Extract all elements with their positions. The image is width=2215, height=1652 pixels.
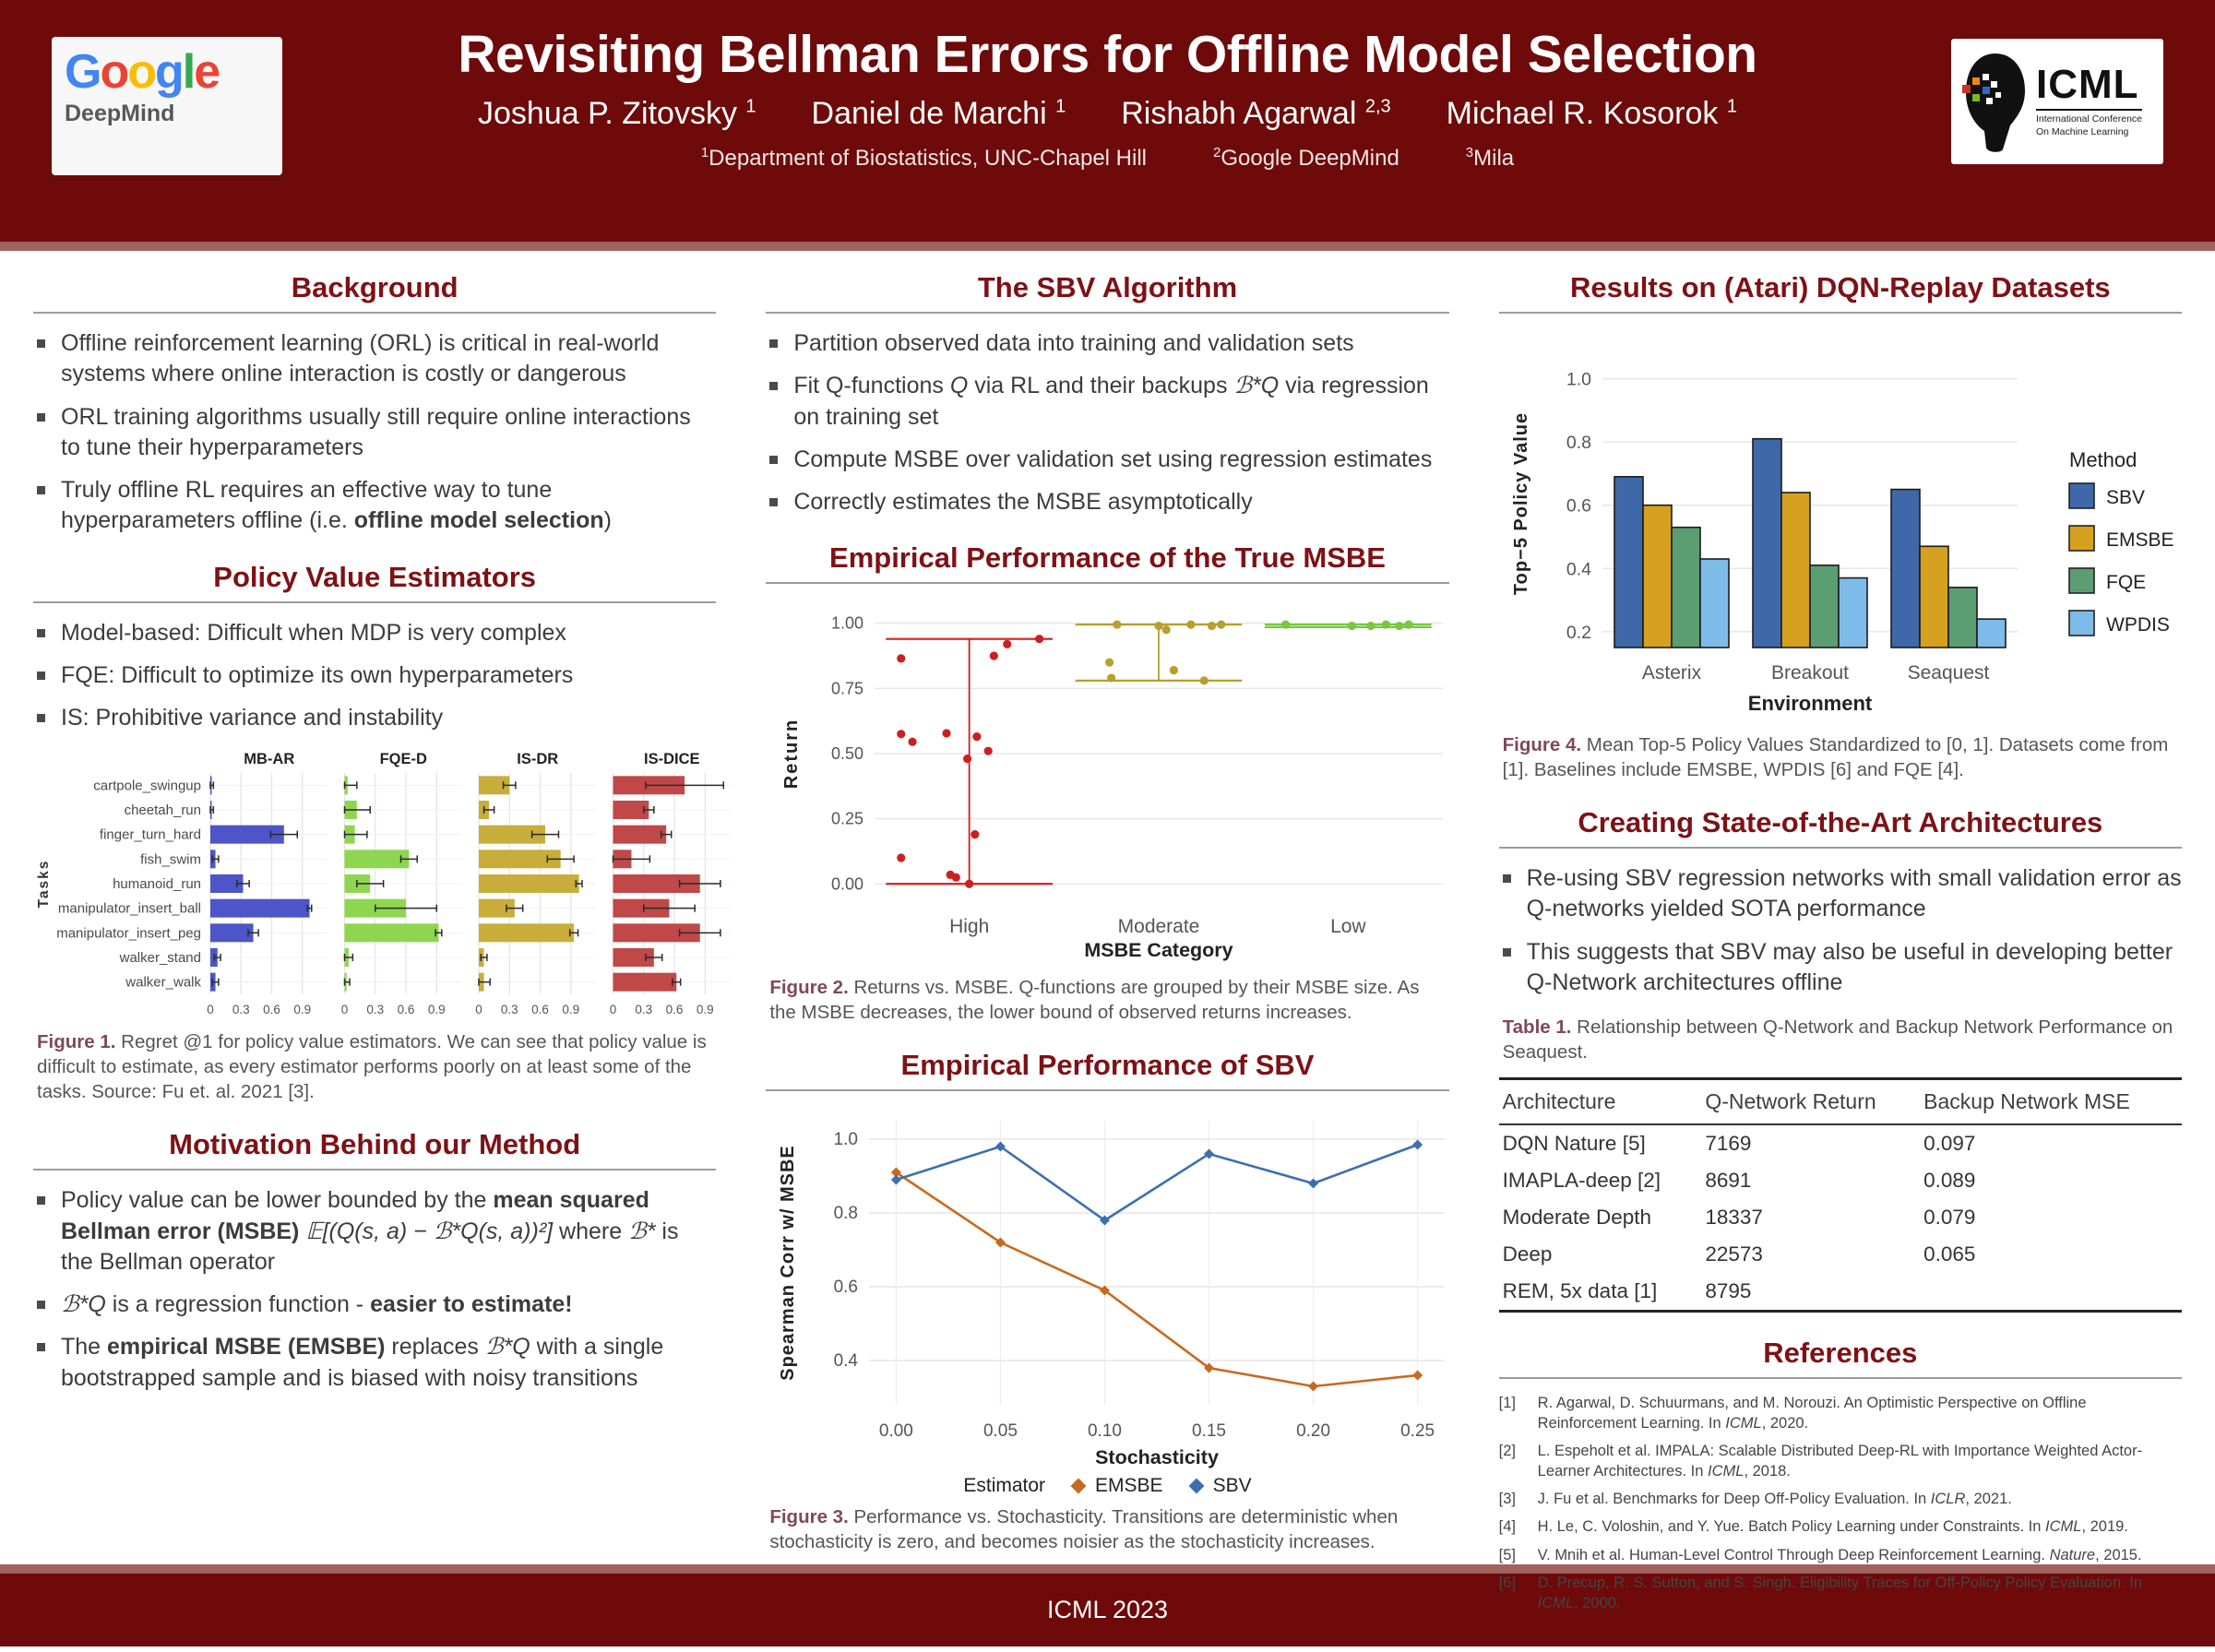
bar [345, 850, 410, 869]
section-heading: References [1763, 1337, 1918, 1370]
bullet-item: Re-using SBV regression networks with small validation error as Q-networks yielded SOTA performance [1499, 863, 2182, 925]
bar-Seaquest-FQE [1948, 588, 1977, 648]
reference-item [1499, 1394, 2182, 1433]
svg-text:0.6: 0.6 [1566, 495, 1591, 517]
bar-Seaquest-WPDIS [1977, 619, 2006, 648]
bullet-item: Fit Q-functions Q via RL and their backups ℬ*Q via regression on training set [766, 371, 1448, 433]
svg-text:0.3: 0.3 [635, 1003, 653, 1017]
svg-text:0.8: 0.8 [1566, 433, 1591, 454]
bullet-item: FQE: Difficult to optimize its own hyperparameters [33, 660, 716, 691]
bullet-item: This suggests that SBV may also be useful in developing better Q-Network architectures offline [1499, 937, 2182, 999]
svg-text:FQE: FQE [2105, 572, 2146, 593]
svg-text:0.25: 0.25 [1400, 1421, 1435, 1442]
svg-text:Seaquest: Seaquest [1907, 662, 1990, 683]
table1-cell: 8691 [1705, 1169, 1752, 1193]
affiliation: $^2$Google DeepMind [1213, 145, 1399, 171]
section-heading: Policy Value Estimators [213, 560, 537, 593]
section-heading: Empirical Performance of SBV [900, 1049, 1315, 1082]
section-sbv-algorithm [766, 271, 1448, 517]
heading-rule [33, 312, 716, 314]
header-divider-strip [0, 242, 2215, 251]
icml-logo-text: ICML International Conference On Machine Learning [2036, 62, 2142, 137]
heading-rule [33, 1169, 716, 1171]
motivation-bullets [33, 1185, 716, 1394]
left-column [33, 266, 716, 1622]
svg-text:Top−5 Policy Value: Top−5 Policy Value [1510, 411, 1531, 596]
svg-text:0.00: 0.00 [831, 874, 864, 894]
table1-cell: 0.097 [1923, 1132, 1976, 1156]
svg-text:0.75: 0.75 [831, 679, 864, 698]
svg-text:Method: Method [2068, 448, 2138, 471]
footer-text: ICML 2023 [1046, 1596, 1169, 1623]
bar-Asterix-FQE [1672, 528, 1700, 648]
table1-cell: 0.079 [1923, 1206, 1976, 1230]
svg-text:IS-DR: IS-DR [517, 751, 559, 768]
legend-swatch-WPDIS [2069, 611, 2094, 636]
svg-text:0.15: 0.15 [1192, 1421, 1227, 1442]
svg-text:Tasks: Tasks [36, 859, 52, 909]
svg-text:High: High [949, 916, 990, 938]
table1-cell: 8795 [1705, 1279, 1752, 1303]
svg-text:cheetah_run: cheetah_run [124, 802, 201, 819]
table1-row [1499, 1162, 2182, 1199]
section-true-msbe [766, 541, 1448, 584]
bar [613, 973, 677, 992]
svg-text:IS-DICE: IS-DICE [643, 751, 700, 768]
bar [210, 924, 254, 943]
svg-text:FQE-D: FQE-D [379, 751, 427, 768]
svg-text:0: 0 [475, 1003, 482, 1017]
reference-text: L. Espeholt et al. IMPALA: Scalable Distributed Deep-RL with Importance Weighted Actor-Learner Architectures. In ICML, 2018. [1537, 1443, 2143, 1480]
svg-text:0.00: 0.00 [879, 1421, 914, 1442]
svg-text:humanoid_run: humanoid_run [113, 876, 201, 893]
bullet-item: IS: Prohibitive variance and instability [33, 703, 716, 733]
svg-text:walker_walk: walker_walk [125, 974, 201, 991]
figure3-stochasticity-line-chart [766, 1106, 1467, 1475]
heading-rule [1499, 847, 2182, 849]
figure3-legend [766, 1475, 1448, 1497]
table1-cell: IMAPLA-deep [2] [1502, 1169, 1661, 1193]
deepmind-logo-word: DeepMind [65, 101, 175, 127]
table1-cell: 7169 [1705, 1132, 1752, 1156]
bar [613, 826, 667, 844]
section-sbv-performance [766, 1049, 1448, 1091]
svg-text:0.50: 0.50 [831, 744, 864, 764]
sbv-bullets [766, 328, 1448, 517]
svg-text:0.4: 0.4 [1566, 559, 1591, 580]
google-letter: l [182, 45, 195, 99]
reference-text: J. Fu et al. Benchmarks for Deep Off-Policy Evaluation. In ICLR, 2021. [1537, 1490, 2012, 1507]
table1-header-row [1499, 1079, 2182, 1125]
svg-text:0.20: 0.20 [1296, 1421, 1331, 1442]
table1-cell: Moderate Depth [1502, 1206, 1652, 1230]
table1-row [1499, 1199, 2182, 1236]
svg-text:0.6: 0.6 [263, 1003, 280, 1017]
bullet-item: Compute MSBE over validation set using regression estimates [766, 445, 1448, 475]
figure3-caption: Figure 3. Performance vs. Stochasticity. Transitions are deterministic when stochasticity is zero, and becomes noisier as the stochasticity increases. [769, 1506, 1399, 1553]
bar-Asterix-SBV [1614, 477, 1643, 648]
figure2-caption: Figure 2. Returns vs. MSBE. Q-functions are grouped by their MSBE size. As the MSBE decreases, the lower bound of observed returns increases. [769, 977, 1420, 1024]
svg-text:0.9: 0.9 [427, 1003, 446, 1017]
affiliation-list [0, 145, 2215, 172]
heading-rule [1499, 312, 2182, 314]
section-motivation [33, 1128, 716, 1394]
author-name: Daniel de Marchi $^1$ [811, 96, 1066, 131]
legend-swatch-EMSBE [2069, 526, 2094, 551]
bar [479, 924, 574, 943]
table1-row [1499, 1273, 2182, 1312]
bullet-item: Policy value can be lower bounded by the mean squared Bellman error (MSBE) 𝔼[(Q(s, a) − ℬ*Q(s, a))²] where ℬ* is the Bellman operator [33, 1185, 716, 1278]
reference-number: [3] [1498, 1490, 1517, 1507]
table1-cell: 18337 [1705, 1206, 1763, 1230]
google-letter: g [154, 45, 183, 99]
section-policy-value-estimators [33, 561, 716, 734]
legend-swatch-FQE [2069, 568, 2094, 593]
fig3-series-EMSBE [891, 1168, 1423, 1392]
figure4-atari-bar-chart [1499, 328, 2200, 725]
reference-number: [2] [1498, 1443, 1517, 1460]
svg-text:0: 0 [340, 1003, 349, 1017]
svg-text:0.05: 0.05 [983, 1421, 1018, 1442]
figure1-regret-chart [33, 745, 734, 1022]
bar-Breakout-SBV [1753, 439, 1781, 648]
google-logo-word [65, 46, 269, 99]
table1 [1499, 1077, 2182, 1313]
figure2-returns-scatter [766, 599, 1467, 968]
heading-rule [766, 582, 1448, 584]
author-name: Joshua P. Zitovsky $^1$ [478, 96, 756, 131]
figure1-caption: Figure 1. Regret @1 for policy value estimators. We can see that policy value is difficult to estimate, as every estimator performs poorly on at least some of the tasks. Source: Fu et. al. 2021 [3]. [37, 1031, 707, 1103]
svg-text:0.3: 0.3 [500, 1003, 518, 1017]
table1-header-cell: Backup Network MSE [1920, 1079, 2182, 1125]
reference-item [1499, 1574, 2182, 1613]
svg-text:SBV: SBV [2105, 487, 2145, 508]
svg-text:Breakout: Breakout [1770, 662, 1849, 683]
svg-text:0.3: 0.3 [366, 1003, 385, 1017]
section-atari-results [1499, 271, 2182, 314]
section-heading: Background [291, 271, 458, 303]
svg-text:0.8: 0.8 [833, 1204, 859, 1224]
svg-text:0.10: 0.10 [1088, 1421, 1123, 1442]
bar [345, 924, 439, 943]
svg-text:Moderate: Moderate [1117, 916, 1200, 938]
fig1-panel-IS-DICE [610, 751, 731, 1016]
svg-text:1.00: 1.00 [831, 613, 864, 633]
reference-number: [5] [1498, 1546, 1517, 1563]
svg-text:0: 0 [609, 1003, 617, 1017]
fig1-panel-FQE-D [341, 751, 462, 1016]
fig1-panel-IS-DR [475, 751, 596, 1016]
table1-cell: Deep [1502, 1242, 1553, 1266]
reference-item [1499, 1546, 2182, 1565]
bullet-item: ORL training algorithms usually still require online interactions to tune their hyperparameters [33, 402, 716, 464]
legend-marker-icon [1071, 1479, 1087, 1494]
fig2-group-High [887, 635, 1054, 888]
poster-title: Revisiting Bellman Errors for Offline Model Selection [458, 25, 1757, 84]
icml-logo [1951, 39, 2163, 164]
reference-number: [4] [1498, 1518, 1517, 1536]
svg-text:cartpole_swingup: cartpole_swingup [93, 778, 201, 794]
table1-header-cell: Architecture [1499, 1079, 1702, 1125]
svg-text:0.25: 0.25 [831, 809, 864, 828]
svg-text:0.2: 0.2 [1566, 622, 1591, 643]
reference-number: [6] [1498, 1575, 1517, 1592]
table1-caption: Table 1. Relationship between Q-Network and Backup Network Performance on Seaquest. [1502, 1016, 2173, 1064]
section-heading: Results on (Atari) DQN-Replay Datasets [1569, 271, 2111, 303]
svg-text:walker_stand: walker_stand [119, 950, 201, 967]
fig2-group-Moderate [1076, 621, 1243, 685]
svg-text:0.6: 0.6 [397, 1003, 415, 1017]
legend-item-SBV: SBV [1191, 1475, 1252, 1497]
svg-text:manipulator_insert_peg: manipulator_insert_peg [56, 925, 201, 942]
bar-Asterix-EMSBE [1643, 505, 1672, 648]
svg-text:0.3: 0.3 [232, 1003, 250, 1017]
svg-text:Spearman Corr w/ MSBE: Spearman Corr w/ MSBE [778, 1145, 799, 1382]
reference-text: V. Mnih et al. Human-Level Control Through Deep Reinforcement Learning. Nature, 2015. [1537, 1546, 2142, 1563]
middle-column [766, 266, 1448, 1622]
table1-cell: REM, 5x data [1] [1502, 1279, 1658, 1303]
svg-text:0.6: 0.6 [531, 1003, 549, 1017]
affiliation: $^1$Department of Biostatistics, UNC-Chapel Hill [700, 145, 1147, 171]
bar-Breakout-FQE [1810, 565, 1839, 648]
reference-item [1499, 1442, 2182, 1481]
svg-text:Return: Return [781, 719, 803, 790]
figure4-caption: Figure 4. Mean Top-5 Policy Values Standardized to [0, 1]. Datasets come from [1]. Baselines include EMSBE, WPDIS [6] and FQE [4]. [1502, 734, 2169, 781]
reference-list [1499, 1394, 2182, 1613]
google-letter: G [65, 45, 101, 99]
google-deepmind-logo [52, 37, 282, 175]
reference-item [1499, 1490, 2182, 1509]
estimators-bullets [33, 618, 716, 734]
bullet-item: ℬ*Q is a regression function - easier to estimate! [33, 1290, 716, 1320]
svg-text:manipulator_insert_ball: manipulator_insert_ball [57, 900, 201, 917]
section-references [1499, 1337, 2182, 1613]
affiliation: $^3$Mila [1465, 145, 1515, 171]
author-name: Michael R. Kosorok $^1$ [1446, 96, 1737, 131]
svg-text:0.9: 0.9 [293, 1003, 312, 1017]
bar-Seaquest-SBV [1891, 490, 1920, 648]
bullet-item: Offline reinforcement learning (ORL) is critical in real-world systems where online interaction is costly or dangerous [33, 328, 716, 390]
bullet-item: The empirical MSBE (EMSBE) replaces ℬ*Q with a single bootstrapped sample and is biased with noisy transitions [33, 1332, 716, 1394]
svg-text:finger_turn_hard: finger_turn_hard [99, 826, 201, 843]
section-heading: Empirical Performance of the True MSBE [829, 541, 1386, 575]
table1-cell: 0.089 [1923, 1169, 1976, 1193]
svg-text:Asterix: Asterix [1641, 662, 1701, 683]
bar [479, 874, 579, 893]
svg-text:fish_swim: fish_swim [140, 851, 201, 868]
heading-rule [1499, 1377, 2182, 1379]
right-column [1499, 266, 2182, 1622]
author-name: Rishabh Agarwal $^{2,3}$ [1121, 96, 1391, 131]
bar-Seaquest-EMSBE [1920, 546, 1948, 648]
reference-text: D. Precup, R. S. Sutton, and S. Singh. Eligibility Traces for Off-Policy Policy Evaluation. In ICML, 2000. [1537, 1575, 2143, 1611]
table1-cell [1920, 1273, 2182, 1312]
section-heading: The SBV Algorithm [977, 271, 1238, 303]
fig1-panel-MB-AR [207, 751, 327, 1016]
svg-text:Stochasticity: Stochasticity [1095, 1446, 1220, 1469]
bar-Breakout-WPDIS [1839, 578, 1867, 648]
svg-text:Environment: Environment [1747, 692, 1872, 715]
bullet-item: Truly offline RL requires an effective way to tune hyperparameters offline (i.e. offline model selection) [33, 475, 716, 537]
heading-rule [766, 312, 1448, 314]
reference-number: [1] [1498, 1395, 1517, 1412]
sota-bullets [1499, 863, 2182, 998]
svg-text:0.6: 0.6 [833, 1278, 859, 1298]
google-letter: o [127, 45, 155, 99]
google-letter: o [100, 45, 128, 99]
reference-text: R. Agarwal, D. Schuurmans, and M. Norouzi. An Optimistic Perspective on Offline Reinforcement Learning. In ICML, 2020. [1537, 1395, 2087, 1432]
svg-text:Low: Low [1330, 916, 1366, 938]
svg-text:1.0: 1.0 [833, 1130, 859, 1150]
heading-rule [766, 1089, 1448, 1091]
section-heading: Creating State-of-the-Art Architectures [1578, 806, 2103, 839]
svg-text:0: 0 [207, 1003, 214, 1017]
table1-cell: DQN Nature [5] [1502, 1132, 1646, 1156]
svg-text:MB-AR: MB-AR [244, 751, 295, 768]
table1-cell: 0.065 [1923, 1242, 1976, 1266]
svg-text:1.0: 1.0 [1566, 369, 1591, 390]
section-sota-architectures [1499, 806, 2182, 998]
background-bullets [33, 328, 716, 537]
svg-text:EMSBE: EMSBE [2105, 529, 2174, 551]
bullet-item: Correctly estimates the MSBE asymptotically [766, 487, 1448, 517]
legend-item-EMSBE: EMSBE [1073, 1475, 1163, 1497]
svg-text:WPDIS: WPDIS [2105, 614, 2170, 636]
bullet-item: Partition observed data into training and validation sets [766, 328, 1448, 359]
svg-text:0.9: 0.9 [562, 1003, 580, 1017]
svg-text:0.4: 0.4 [833, 1351, 859, 1372]
author-list [0, 96, 2215, 132]
reference-text: H. Le, C. Voloshin, and Y. Yue. Batch Policy Learning under Constraints. In ICML, 2019. [1537, 1518, 2128, 1536]
heading-rule [33, 601, 716, 603]
poster-header [0, 0, 2215, 242]
legend-marker-icon [1188, 1479, 1204, 1494]
table1-row [1499, 1236, 2182, 1273]
section-background [33, 271, 716, 537]
google-letter: e [194, 45, 220, 99]
reference-item [1499, 1517, 2182, 1537]
table1-row [1499, 1124, 2182, 1162]
bullet-item: Model-based: Difficult when MDP is very complex [33, 618, 716, 648]
bar-Breakout-EMSBE [1781, 493, 1810, 648]
table1-cell: 22573 [1705, 1242, 1763, 1266]
svg-text:0.6: 0.6 [665, 1003, 684, 1017]
fig2-group-Low [1265, 621, 1432, 631]
bar-Asterix-WPDIS [1700, 559, 1729, 648]
legend-swatch-SBV [2069, 483, 2094, 508]
bar [210, 899, 310, 918]
svg-text:0.9: 0.9 [696, 1003, 714, 1017]
icml-head-icon [1960, 50, 2029, 153]
svg-text:MSBE Category: MSBE Category [1084, 939, 1233, 962]
section-heading: Motivation Behind our Method [169, 1128, 581, 1161]
table1-header-cell: Q-Network Return [1701, 1079, 1920, 1125]
legend-title: Estimator [963, 1475, 1046, 1497]
